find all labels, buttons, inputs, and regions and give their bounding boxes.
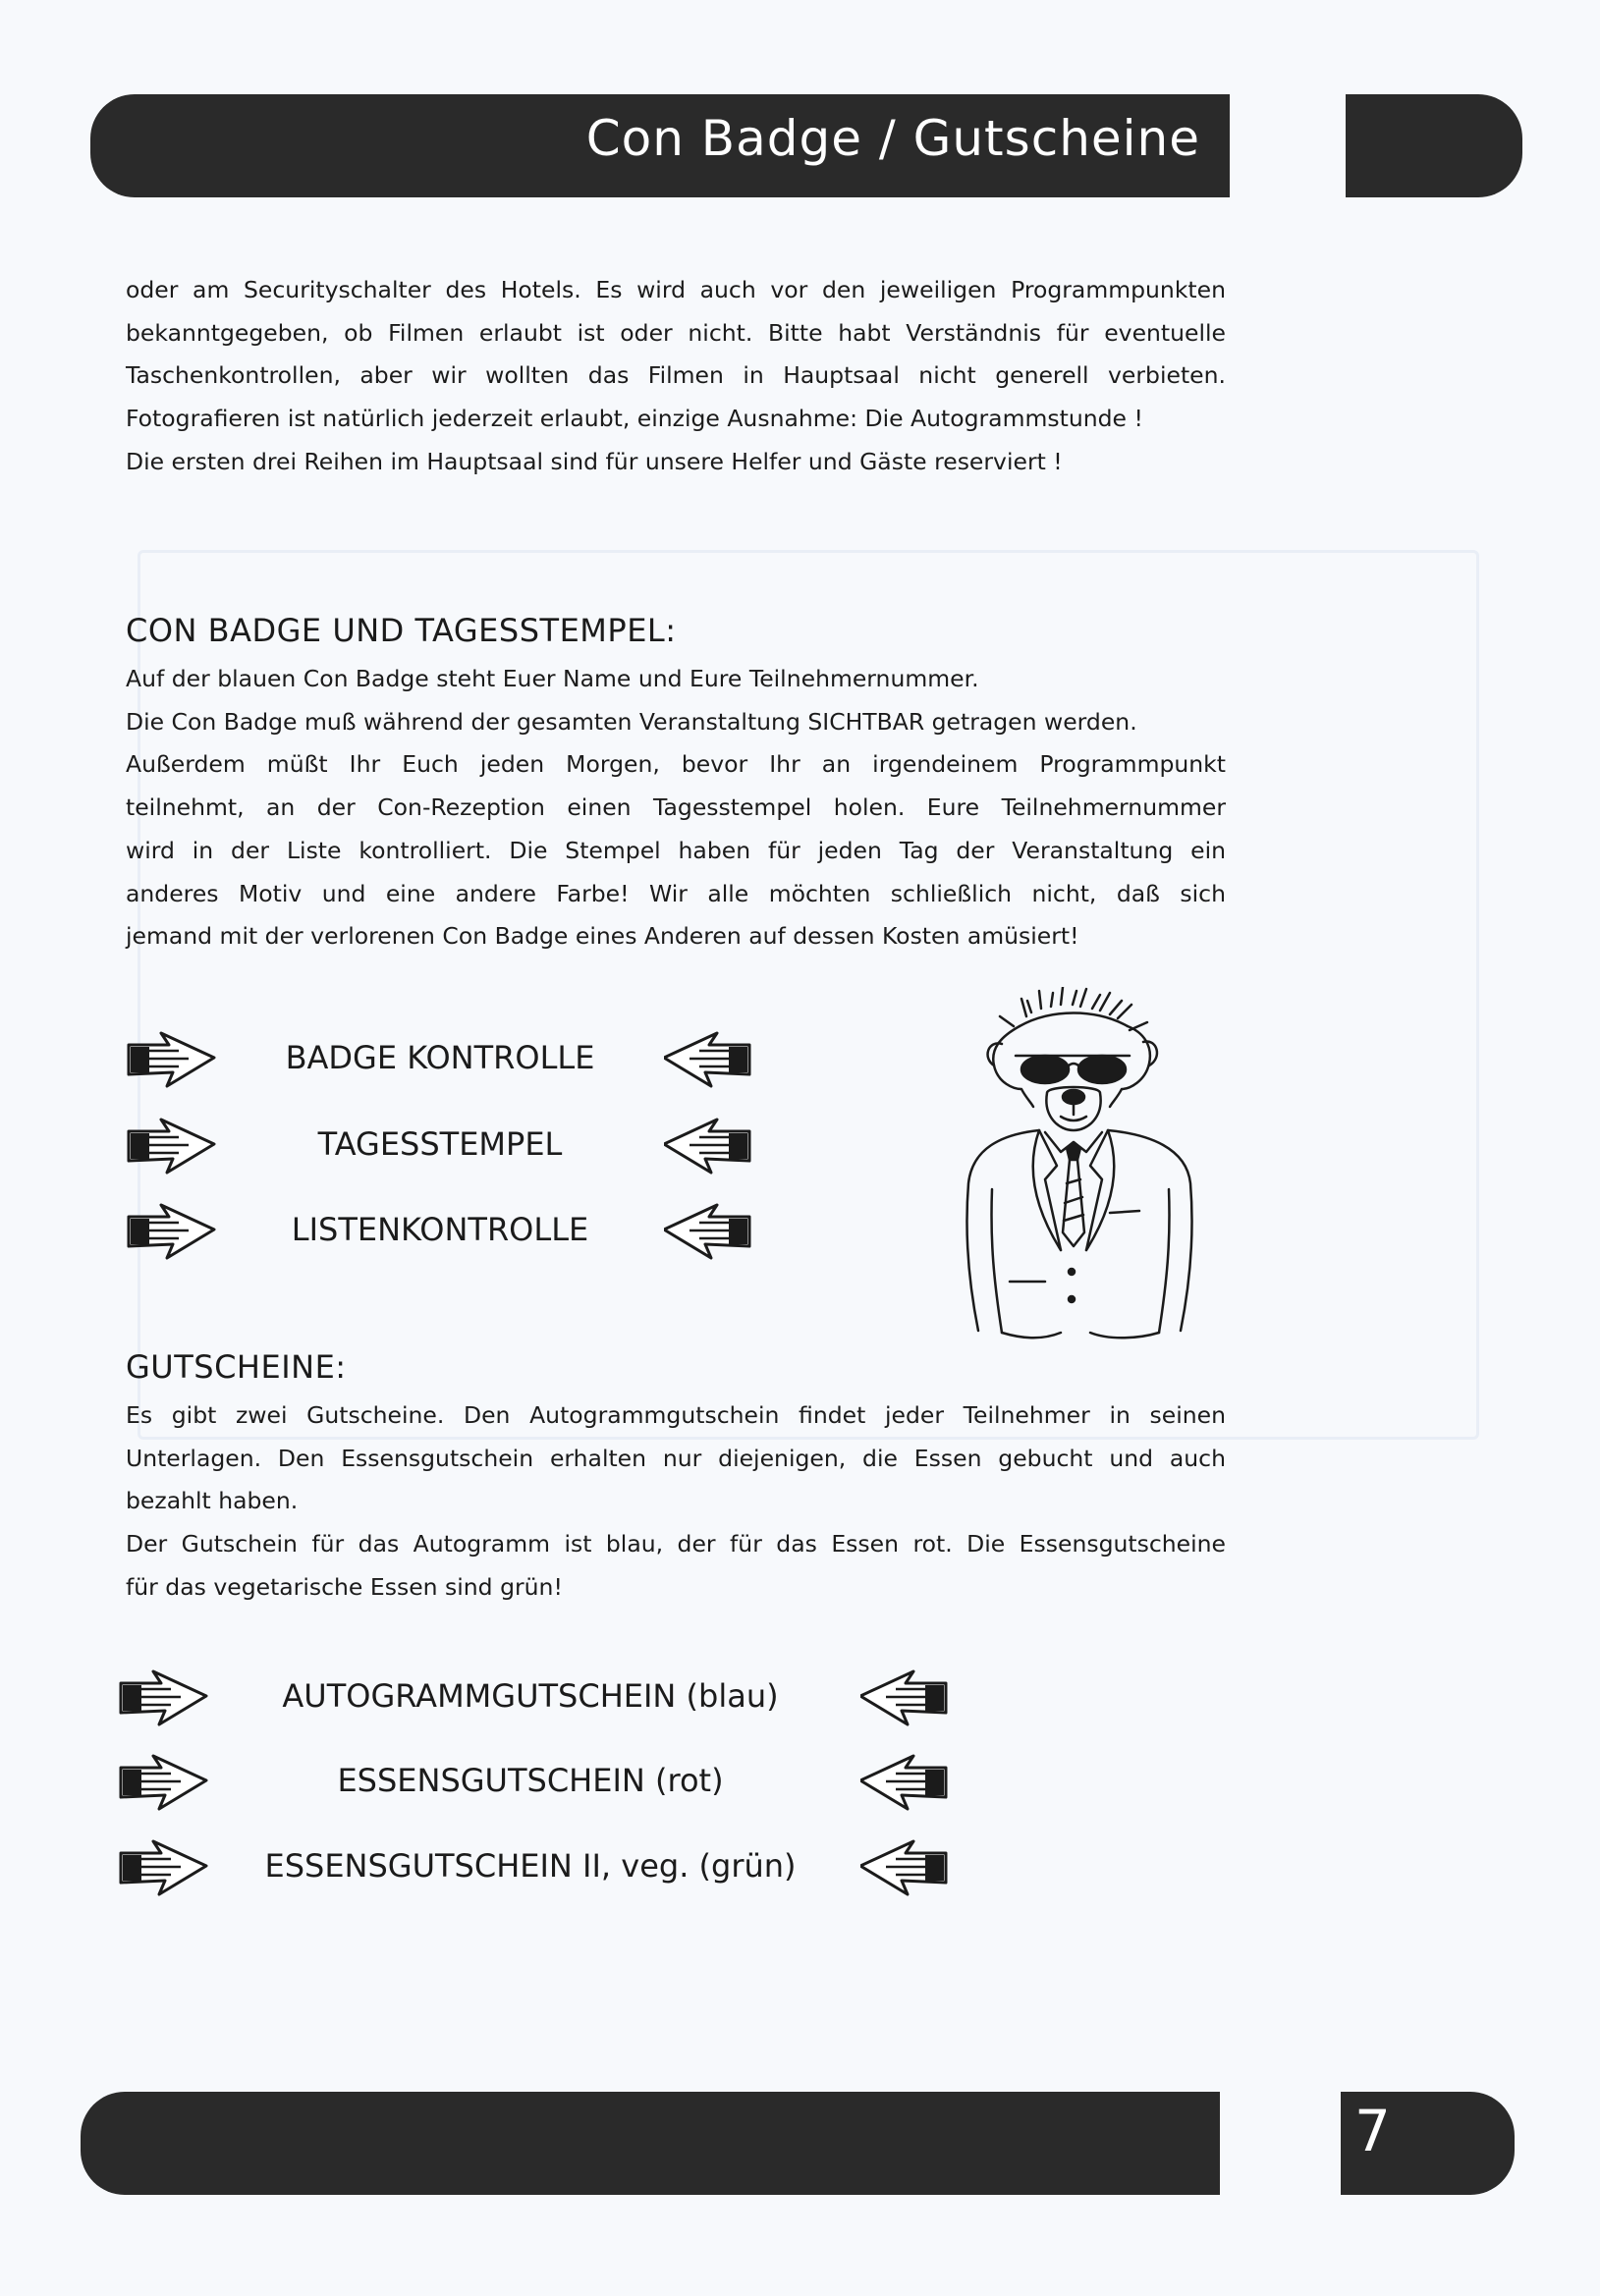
text-line: wird in der Liste kontrolliert. Die Stempel haben für jeden Tag der Veranstaltung ein: [126, 836, 1226, 864]
checklist-label: ESSENSGUTSCHEIN II, veg. (grün): [264, 1847, 797, 1885]
pointing-left-arrow-icon: [664, 1031, 756, 1090]
checklist-label: BADGE KONTROLLE: [285, 1039, 595, 1076]
footer-tab: [1341, 2092, 1515, 2195]
text-line: Außerdem müßt Ihr Euch jeden Morgen, bevor Ihr an irgendeinem Programmpunkt: [126, 750, 1226, 779]
page-number: 7: [1354, 2098, 1391, 2164]
footer-bar: [81, 2092, 1220, 2195]
text-line: bekanntgegeben, ob Filmen erlaubt ist oder nicht. Bitte habt Verständnis für eventuelle: [126, 318, 1226, 347]
text-line: Es gibt zwei Gutscheine. Den Autogrammgutschein findet jeder Teilnehmer in seinen: [126, 1401, 1226, 1429]
pointing-right-arrow-icon: [126, 1203, 218, 1262]
voucher-section-paragraph: [126, 1394, 1226, 1610]
voucher-section-heading: GUTSCHEINE:: [126, 1348, 347, 1386]
text-line: Der Gutschein für das Autogramm ist blau, der für das Essen rot. Die Essensgutscheine: [126, 1530, 1226, 1558]
text-line: Auf der blauen Con Badge steht Euer Name und Eure Teilnehmernummer.: [126, 665, 979, 692]
text-line: Unterlagen. Den Essensgutschein erhalten nur diejenigen, die Essen gebucht und auch: [126, 1444, 1226, 1472]
checklist-item: [126, 1031, 764, 1090]
checklist-label: AUTOGRAMMGUTSCHEIN (blau): [282, 1677, 779, 1715]
text-line: anderes Motiv und eine andere Farbe! Wir alle möchten schließlich nicht, daß sich: [126, 879, 1226, 907]
pointing-right-arrow-icon: [126, 1118, 218, 1176]
text-line: bezahlt haben.: [126, 1487, 299, 1515]
badge-section-paragraph: [126, 658, 1226, 958]
badge-section-heading: CON BADGE UND TAGESSTEMPEL:: [126, 612, 677, 649]
checklist-item: [118, 1839, 953, 1898]
pointing-left-arrow-icon: [860, 1839, 953, 1898]
pointing-right-arrow-icon: [118, 1754, 210, 1813]
text-line: Die Con Badge muß während der gesamten Veranstaltung SICHTBAR getragen werden.: [126, 707, 1137, 736]
checklist-label: TAGESSTEMPEL: [317, 1125, 563, 1163]
intro-paragraph: [126, 269, 1226, 484]
page-title: Con Badge / Gutscheine: [585, 110, 1200, 167]
pointing-left-arrow-icon: [860, 1669, 953, 1728]
text-line: Taschenkontrollen, aber wir wollten das Filmen in Hauptsaal nicht generell verbieten.: [126, 361, 1226, 390]
bear-in-suit-illustration: [963, 987, 1257, 1345]
checklist-item: [126, 1203, 764, 1262]
checklist-label: LISTENKONTROLLE: [291, 1211, 589, 1248]
header-bar: [90, 94, 1230, 197]
checklist-item: [118, 1754, 953, 1813]
text-line: jemand mit der verlorenen Con Badge eines Anderen auf dessen Kosten amüsiert!: [126, 922, 1079, 951]
text-line: für das vegetarische Essen sind grün!: [126, 1572, 563, 1601]
pointing-left-arrow-icon: [664, 1203, 756, 1262]
checklist-item: [118, 1669, 953, 1728]
pointing-left-arrow-icon: [664, 1118, 756, 1176]
checklist-label: ESSENSGUTSCHEIN (rot): [337, 1762, 724, 1799]
pointing-right-arrow-icon: [126, 1031, 218, 1090]
text-line: Fotografieren ist natürlich jederzeit erlaubt, einzige Ausnahme: Die Autogrammstunde !: [126, 405, 1143, 433]
text-line: teilnehmt, an der Con-Rezeption einen Tagesstempel holen. Eure Teilnehmernummer: [126, 793, 1226, 822]
pointing-right-arrow-icon: [118, 1839, 210, 1898]
pointing-left-arrow-icon: [860, 1754, 953, 1813]
text-line: oder am Securityschalter des Hotels. Es wird auch vor den jeweiligen Programmpunkten: [126, 276, 1226, 303]
pointing-right-arrow-icon: [118, 1669, 210, 1728]
checklist-item: [126, 1118, 764, 1176]
text-line: Die ersten drei Reihen im Hauptsaal sind für unsere Helfer und Gäste reserviert !: [126, 447, 1063, 475]
header-tab: [1346, 94, 1522, 197]
